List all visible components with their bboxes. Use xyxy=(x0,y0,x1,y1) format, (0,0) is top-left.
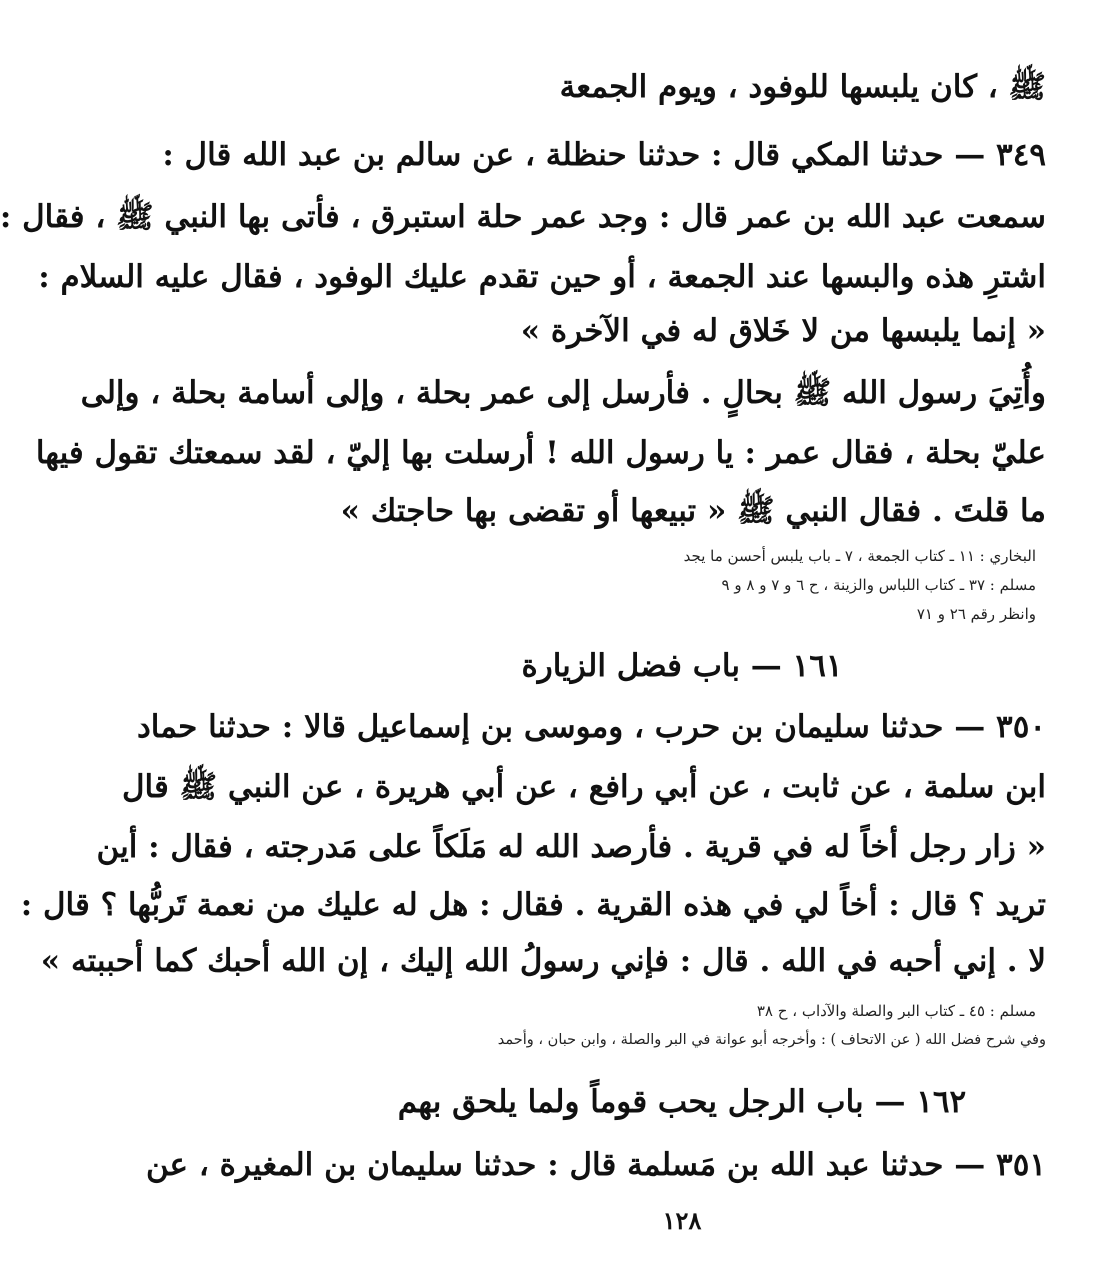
chapter-heading-161: ١٦١ — باب فضل الزيارة xyxy=(521,648,843,684)
hadith-350-line-3: « زار رجل أخاً له في قرية . فأرصد الله له مَلَكاً على مَدرجته ، فقال : أين xyxy=(96,829,1046,865)
footnote-2: مسلم : ٣٧ ـ كتاب اللباس والزينة ، ح ٦ و ٧ و ٨ و ٩ xyxy=(721,576,1036,594)
footnote-5: وفي شرح فضل الله ( عن الاتحاف ) : وأخرجه أبو عوانة في البر والصلة ، وابن حبان ، وأحمد xyxy=(497,1032,1046,1048)
footnote-3: وانظر رقم ٢٦ و ٧١ xyxy=(916,605,1036,623)
hadith-350-line-5: لا . إني أحبه في الله . قال : فإني رسولُ الله إليك ، إن الله أحبك كما أحببته » xyxy=(40,943,1046,979)
hadith-350-line-1: ٣٥٠ — حدثنا سليمان بن حرب ، وموسى بن إسماعيل قالا : حدثنا حماد xyxy=(136,709,1046,745)
hadith-349-line-2: سمعت عبد الله بن عمر قال : وجد عمر حلة استبرق ، فأتى بها النبي ﷺ ، فقال : xyxy=(0,199,1046,235)
page-number: ١٢٨ xyxy=(662,1206,702,1235)
hadith-349-line-5: وأُتِيَ رسول الله ﷺ بحالٍ . فأرسل إلى عمر بحلة ، وإلى أسامة بحلة ، وإلى xyxy=(80,375,1046,411)
text-line-1: ﷺ ، كان يلبسها للوفود ، ويوم الجمعة xyxy=(559,69,1046,105)
footnote-4: مسلم : ٤٥ ـ كتاب البر والصلة والآداب ، ح ٣٨ xyxy=(756,1002,1036,1020)
hadith-350-line-2: ابن سلمة ، عن ثابت ، عن أبي رافع ، عن أبي هريرة ، عن النبي ﷺ قال xyxy=(122,769,1046,805)
hadith-349-line-3: اشترِ هذه والبسها عند الجمعة ، أو حين تقدم عليك الوفود ، فقال عليه السلام : xyxy=(38,259,1046,295)
hadith-351-line-1: ٣٥١ — حدثنا عبد الله بن مَسلمة قال : حدثنا سليمان بن المغيرة ، عن xyxy=(145,1147,1046,1183)
hadith-349-line-7: ما قلتَ . فقال النبي ﷺ « تبيعها أو تقضى بها حاجتك » xyxy=(340,493,1046,529)
hadith-349-line-4: « إنما يلبسها من لا خَلاق له في الآخرة » xyxy=(520,313,1046,349)
chapter-heading-162: ١٦٢ — باب الرجل يحب قوماً ولما يلحق بهم xyxy=(397,1084,967,1120)
hadith-350-line-4: تريد ؟ قال : أخاً لي في هذه القرية . فقال : هل له عليك من نعمة تَربُّها ؟ قال : xyxy=(20,887,1046,923)
hadith-349-line-6: عليّ بحلة ، فقال عمر : يا رسول الله ! أرسلت بها إليّ ، لقد سمعتك تقول فيها xyxy=(35,435,1046,471)
footnote-1: البخاري : ١١ ـ كتاب الجمعة ، ٧ ـ باب يلبس أحسن ما يجد xyxy=(683,547,1036,565)
hadith-349-line-1: ٣٤٩ — حدثنا المكي قال : حدثنا حنظلة ، عن سالم بن عبد الله قال : xyxy=(162,137,1046,173)
